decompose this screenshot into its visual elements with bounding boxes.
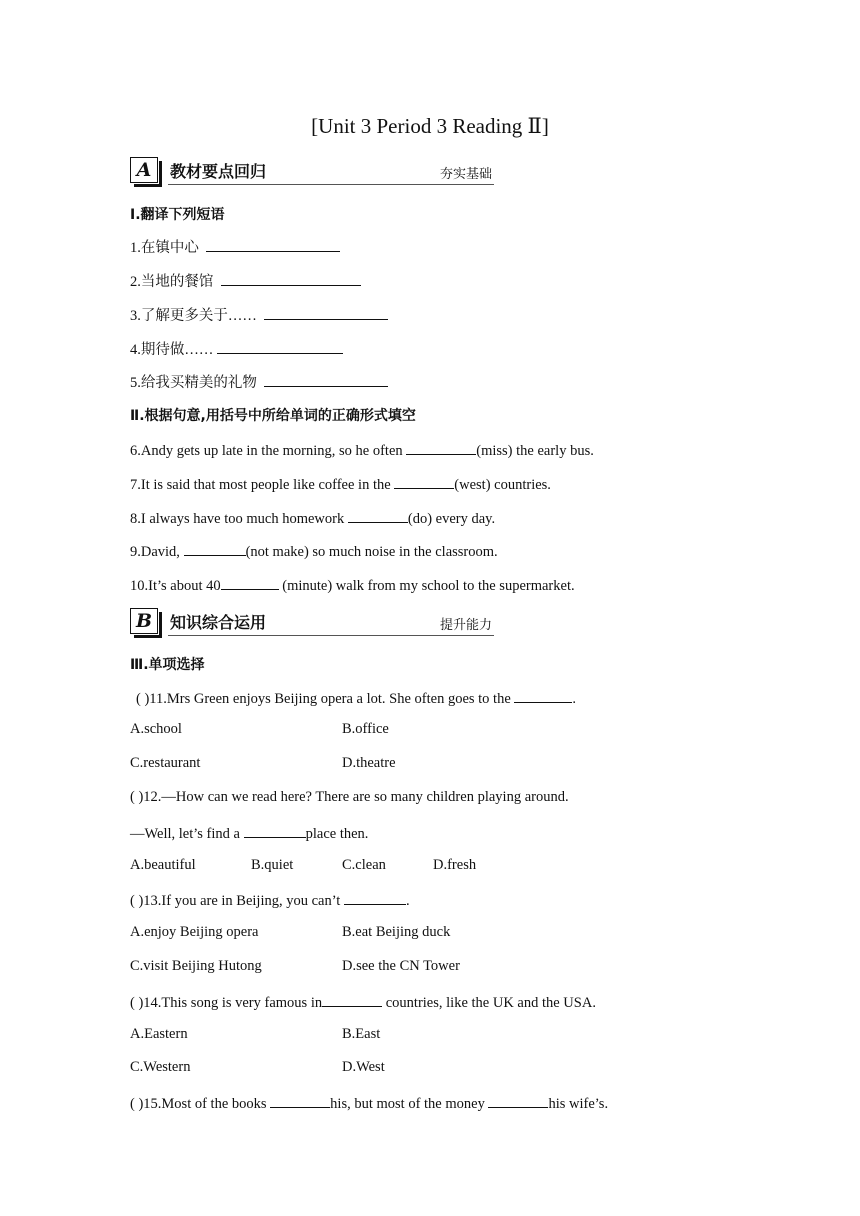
part1-item-2 xyxy=(130,270,361,291)
answer-blank[interactable] xyxy=(264,305,388,320)
question-text: his wife’s. xyxy=(548,1096,609,1112)
option-11-c: C.restaurant xyxy=(130,755,201,771)
question-text: ( )11.Mrs Green enjoys Beijing opera a lot. She often goes to the xyxy=(136,691,515,707)
item-text: (minute) walk from my school to the supermarket. xyxy=(278,578,575,594)
option-12-a: A.beautiful xyxy=(130,857,196,873)
question-11 xyxy=(136,688,576,708)
option-14-a: A.Eastern xyxy=(130,1026,188,1042)
option-13-b: B.eat Beijing duck xyxy=(342,924,451,940)
section-a-subtitle: 夯实基础 xyxy=(439,167,492,182)
section-a-title: 教材要点回归 xyxy=(170,162,267,181)
question-12 xyxy=(130,823,368,843)
answer-blank[interactable] xyxy=(221,271,361,286)
section-a-banner xyxy=(130,157,494,185)
answer-blank[interactable] xyxy=(322,992,382,1007)
answer-blank[interactable] xyxy=(270,1093,330,1108)
answer-blank[interactable] xyxy=(244,823,306,838)
item-text: 1.在镇中心 xyxy=(130,240,199,256)
option-11-b: B.office xyxy=(342,721,389,737)
question-text: ( )13.If you are in Beijing, you can’t xyxy=(130,893,344,909)
question-15 xyxy=(130,1093,608,1113)
part2-item-7 xyxy=(130,474,551,494)
question-14 xyxy=(130,992,596,1012)
section-b-subtitle: 提升能力 xyxy=(439,618,492,633)
option-12-d: D.fresh xyxy=(433,857,477,873)
item-text: 10.It’s about 40 xyxy=(130,578,221,594)
item-text: 2.当地的餐馆 xyxy=(130,274,214,290)
part1-item-3 xyxy=(130,304,388,325)
item-text: (miss) the early bus. xyxy=(476,443,594,459)
section-a-badge: A xyxy=(130,157,158,183)
question-text: —Well, let’s find a xyxy=(130,826,244,842)
answer-blank[interactable] xyxy=(344,890,406,905)
section-b-rule xyxy=(168,635,494,636)
question-text: . xyxy=(572,691,577,707)
item-text: 6.Andy gets up late in the morning, so he often xyxy=(130,443,407,459)
option-11-d: D.theatre xyxy=(342,755,396,771)
option-14-c: C.Western xyxy=(130,1059,191,1075)
part2-item-9 xyxy=(130,541,498,561)
option-12-b: B.quiet xyxy=(251,857,294,873)
part1-item-5 xyxy=(130,371,388,392)
part2-heading: Ⅱ.根据句意,用括号中所给单词的正确形式填空 xyxy=(130,408,416,424)
item-text: 7.It is said that most people like coffee in the xyxy=(130,477,395,493)
answer-blank[interactable] xyxy=(264,372,388,387)
item-text: (west) countries. xyxy=(454,477,551,493)
option-14-b: B.East xyxy=(342,1026,381,1042)
answer-blank[interactable] xyxy=(184,541,246,556)
part1-item-4 xyxy=(130,338,343,359)
question-text: ( )14.This song is very famous in xyxy=(130,995,323,1011)
question-text: . xyxy=(405,893,410,909)
part3-heading: Ⅲ.单项选择 xyxy=(130,657,205,673)
item-text: 3.了解更多关于…… xyxy=(130,308,257,324)
answer-blank[interactable] xyxy=(514,688,572,703)
question-text: ( )15.Most of the books xyxy=(130,1096,271,1112)
part1-item-1 xyxy=(130,236,340,257)
option-12-c: C.clean xyxy=(342,857,386,873)
option-13-a: A.enjoy Beijing opera xyxy=(130,924,259,940)
option-11-a: A.school xyxy=(130,721,182,737)
question-12-stem: ( )12.—How can we read here? There are so many children playing around. xyxy=(130,789,569,805)
answer-blank[interactable] xyxy=(488,1093,548,1108)
part2-item-8 xyxy=(130,508,495,528)
answer-blank[interactable] xyxy=(348,508,408,523)
section-b-banner xyxy=(130,608,494,636)
item-text: (do) every day. xyxy=(407,511,496,527)
part1-heading: Ⅰ.翻译下列短语 xyxy=(130,207,225,223)
answer-blank[interactable] xyxy=(206,237,340,252)
item-text: 8.I always have too much homework xyxy=(130,511,348,527)
item-text: 5.给我买精美的礼物 xyxy=(130,375,257,391)
item-text: 9.David, xyxy=(130,544,184,560)
answer-blank[interactable] xyxy=(394,474,454,489)
item-text: 4.期待做…… xyxy=(130,342,214,358)
question-text: his, but most of the money xyxy=(330,1096,489,1112)
page-title: [Unit 3 Period 3 Reading Ⅱ] xyxy=(311,114,549,138)
part2-item-6 xyxy=(130,440,594,460)
option-13-d: D.see the CN Tower xyxy=(342,958,460,974)
section-b-title: 知识综合运用 xyxy=(170,613,267,632)
answer-blank[interactable] xyxy=(406,440,476,455)
section-a-rule xyxy=(168,184,494,185)
answer-blank[interactable] xyxy=(221,575,279,590)
item-text: (not make) so much noise in the classroom. xyxy=(245,544,498,560)
question-text: countries, like the UK and the USA. xyxy=(382,995,596,1011)
option-14-d: D.West xyxy=(342,1059,385,1075)
question-text: place then. xyxy=(305,826,369,842)
question-13 xyxy=(130,890,410,910)
section-b-badge: B xyxy=(130,608,158,634)
option-13-c: C.visit Beijing Hutong xyxy=(130,958,262,974)
part2-item-10 xyxy=(130,575,575,595)
answer-blank[interactable] xyxy=(217,339,343,354)
